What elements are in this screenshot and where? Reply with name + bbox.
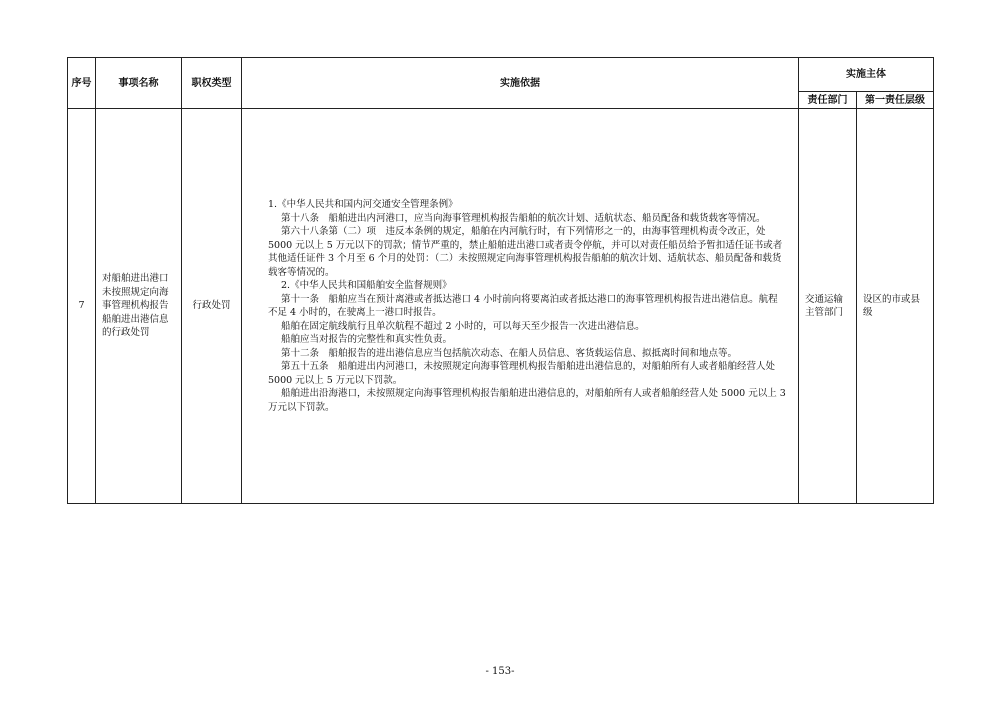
basis-line: 船舶在固定航线航行且单次航程不超过 2 小时的，可以每天至少报告一次进出港信息。: [281, 320, 645, 332]
header-name: 事项名称: [96, 58, 182, 109]
authority-table: [67, 57, 934, 504]
row-dept: 交通运输主管部门: [799, 109, 857, 504]
basis-line: 第五十五条 船舶进出内河港口，未按照规定向海事管理机构报告船舶进出港信息的，对船舶所有人或者船舶经营人处 5000 元以上 5 万元以下罚款。: [268, 361, 776, 386]
row-seq: 7: [68, 109, 96, 504]
basis-line: 2.《中华人民共和国船舶安全监督规则》: [281, 280, 452, 291]
header-basis: 实施依据: [242, 58, 799, 109]
basis-line: 1.《中华人民共和国内河交通安全管理条例》: [268, 199, 458, 210]
header-dept: 责任部门: [799, 92, 857, 109]
header-seq: 序号: [68, 58, 96, 109]
row-basis: [242, 109, 799, 504]
basis-line: 第十一条 船舶应当在预计离港或者抵达港口 4 小时前向将要离泊或者抵达港口的海事管理机构报告进出港信息。航程不足 4 小时的，在驶离上一港口时报告。: [268, 293, 778, 318]
header-level: 第一责任层级: [857, 92, 934, 109]
page-number: - 153-: [485, 666, 515, 677]
basis-line: 第六十八条第（二）项 违反本条例的规定，船舶在内河航行时，有下列情形之一的，由海事管理机构责令改正，处 5000 元以上 5 万元以下的罚款；情节严重的，禁止船舶进出港口或者责令停航，并可以对责任船员给予暂扣适任证书或者其他适任证件 3 个月至 6 个月的处罚：（二）未按照规定向海事管理机构报告船舶的航次计划、适航状态、船员配备和载货载客等情况的。: [268, 226, 783, 278]
basis-line: 船舶进出沿海港口，未按照规定向海事管理机构报告船舶进出港信息的，对船舶所有人或者船舶经营人处 5000 元以上 3 万元以下罚款。: [268, 388, 786, 413]
basis-line: 第十二条 船舶报告的进出港信息应当包括航次动态、在船人员信息、客货载运信息、拟抵离时间和地点等。: [281, 347, 738, 359]
table-row: [68, 109, 934, 504]
row-name: 对船舶进出港口未按照规定向海事管理机构报告船舶进出港信息的行政处罚: [96, 109, 182, 504]
basis-line: 船舶应当对报告的完整性和真实性负责。: [281, 334, 453, 345]
header-subject: 实施主体: [799, 58, 934, 92]
basis-line: 第十八条 船舶进出内河港口，应当向海事管理机构报告船舶的航次计划、适航状态、船员配备和载货载客等情况。: [281, 212, 766, 224]
row-type: 行政处罚: [182, 109, 242, 504]
row-level: 设区的市或县级: [857, 109, 934, 504]
header-type: 职权类型: [182, 58, 242, 109]
